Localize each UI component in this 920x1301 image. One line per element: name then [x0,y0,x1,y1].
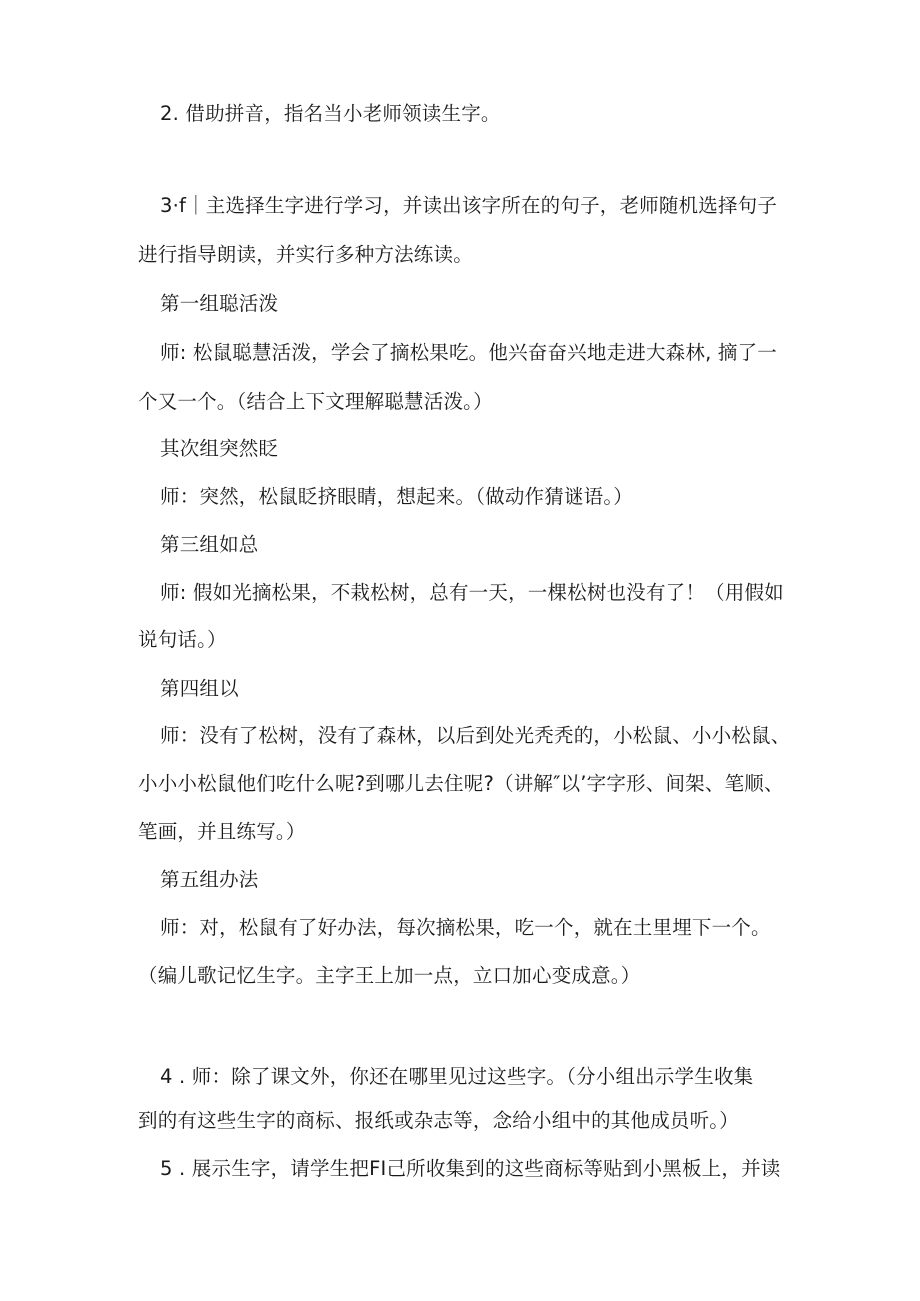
text-line: 进行指导朗读，并实行多种方法练读。 [138,243,473,266]
text-line: 到的有这些生字的商标、报纸或杂志等，念给小组中的其他成员听。） [138,1109,739,1132]
text-line: 4 . 师：除了课文外，你还在哪里见过这些字。（分小组出示学生收集 [160,1065,754,1088]
text-line: 笔画，并且练写。） [138,820,306,843]
text-line: 3·f｜主选择生字进行学习，并读出该字所在的句子，老师随机选择句子 [160,194,778,217]
text-line: 第五组办法 [160,868,259,891]
text-line: 师: 假如光摘松果，不栽松树，总有一天，一棵松树也没有了！（用假如 [160,581,784,604]
text-line: （编儿歌记忆生字。主字王上加一点，立口加心变成意。） [138,964,641,987]
text-line: 第三组如总 [160,533,259,556]
text-line: 师：突然，松鼠眨挤眼睛，想起来。（做动作猜谜语。） [160,485,634,508]
text-line: 师：没有了松树，没有了森林，以后到处光秃秃的，小松鼠、小小松鼠、 [160,724,791,747]
text-line: 小小小松鼠他们吃什么呢?到哪儿去住呢?（讲解″以’字字形、间架、笔顺、 [138,772,784,795]
text-line: 2. 借助拼音，指名当小老师领读生字。 [160,102,501,125]
text-line: 师：对，松鼠有了好办法，每次摘松果，吃一个，就在土里埋下一个。 [160,916,771,939]
text-line: 5 . 展示生字，请学生把FI己所收集到的这些商标等贴到小黑板上，并读 [160,1157,781,1180]
text-line: 第四组以 [160,677,239,700]
text-line: 师: 松鼠聪慧活泼，学会了摘松果吃。他兴奋奋兴地走进大森林, 摘了一 [160,341,777,364]
text-line: 说句话。） [138,628,227,651]
text-line: 第一组聪活泼 [160,292,279,315]
text-line: 个又一个。（结合上下文理解聪慧活泼。） [138,390,493,413]
text-line: 其次组突然眨 [160,437,279,460]
